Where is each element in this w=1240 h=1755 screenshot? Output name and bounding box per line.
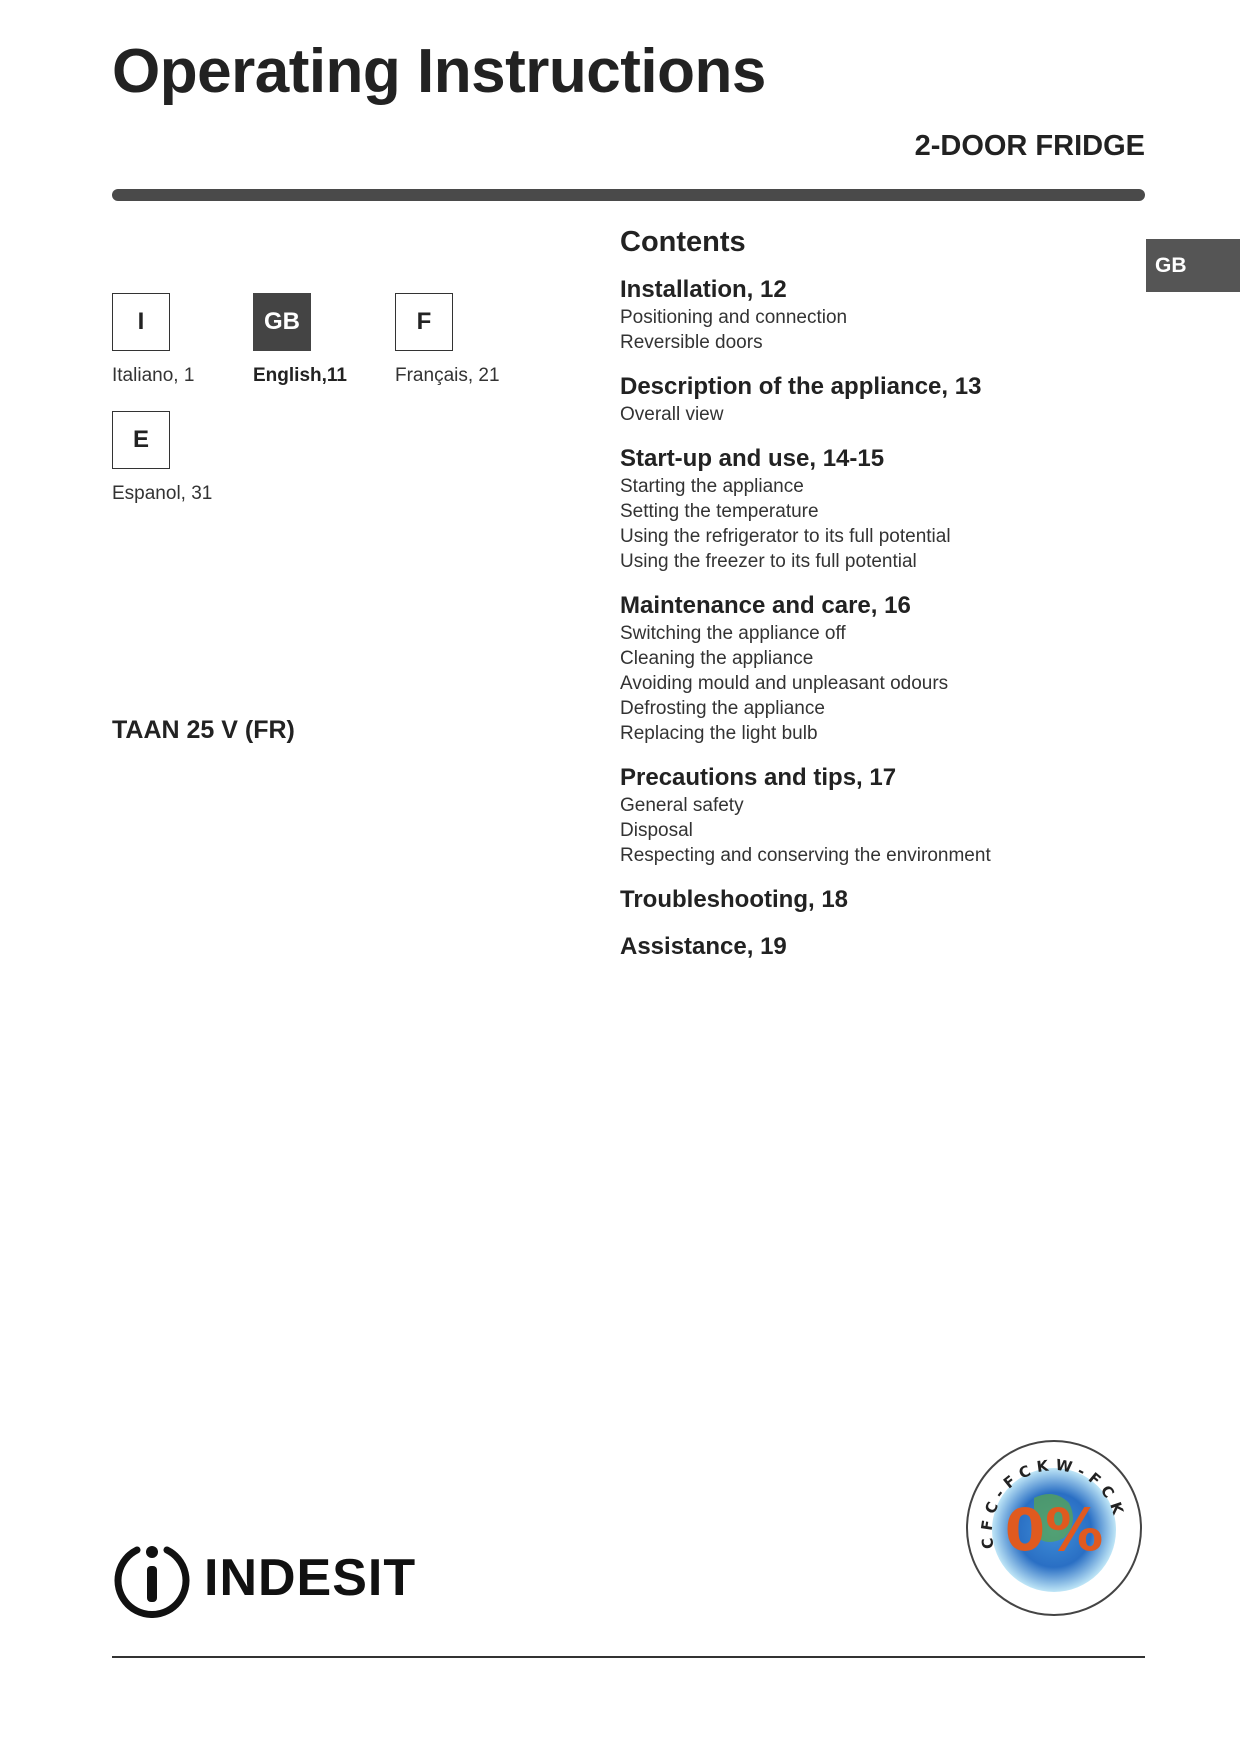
- contents-section: [620, 275, 1140, 355]
- section-item: Reversible doors: [620, 332, 763, 353]
- section-item: Positioning and connection: [620, 307, 848, 328]
- indesit-logo: [112, 1538, 416, 1618]
- badge-ring-text: CFC-FCKW-FCK: [977, 1455, 1129, 1550]
- language-espanol[interactable]: [112, 411, 262, 505]
- section-item: Starting the appliance: [620, 476, 804, 497]
- language-italiano[interactable]: [112, 293, 262, 387]
- language-code-box[interactable]: F: [395, 293, 453, 351]
- section-title: Start-up and use, 14-15: [620, 445, 885, 472]
- cfc-free-badge-icon: [964, 1438, 1144, 1618]
- section-item: Replacing the light bulb: [620, 723, 818, 744]
- section-item: Respecting and conserving the environment: [620, 845, 991, 866]
- section-title: Precautions and tips, 17: [620, 764, 897, 791]
- section-item: General safety: [620, 795, 744, 816]
- language-francais[interactable]: [395, 293, 545, 387]
- contents-section: [620, 885, 1140, 915]
- contents-title: Contents: [620, 226, 746, 258]
- product-type: 2-DOOR FRIDGE: [914, 130, 1145, 162]
- section-item: Defrosting the appliance: [620, 698, 825, 719]
- language-code-box[interactable]: E: [112, 411, 170, 469]
- footer-divider: [112, 1656, 1145, 1658]
- language-code-box[interactable]: GB: [253, 293, 311, 351]
- language-code-box[interactable]: I: [112, 293, 170, 351]
- section-item: Using the refrigerator to its full potential: [620, 526, 951, 547]
- contents-sections: [620, 275, 1140, 962]
- section-title: Assistance, 19: [620, 933, 787, 960]
- badge-center-text: 0%: [1004, 1496, 1104, 1564]
- language-label: English,11: [253, 365, 347, 386]
- language-label: Français, 21: [395, 365, 500, 386]
- language-side-tab: GB: [1146, 239, 1240, 292]
- contents-section: [620, 932, 1140, 962]
- section-item: Setting the temperature: [620, 501, 819, 522]
- section-item: Overall view: [620, 404, 724, 425]
- section-title: Installation, 12: [620, 276, 787, 303]
- model-number: TAAN 25 V (FR): [112, 716, 295, 744]
- contents-section: [620, 763, 1140, 868]
- language-label: Italiano, 1: [112, 365, 195, 386]
- section-item: Cleaning the appliance: [620, 648, 814, 669]
- section-item: Disposal: [620, 820, 693, 841]
- indesit-logo-icon: [112, 1538, 192, 1618]
- language-label: Espanol, 31: [112, 483, 213, 504]
- section-item: Avoiding mould and unpleasant odours: [620, 673, 949, 694]
- header-divider: [112, 189, 1145, 201]
- section-title: Troubleshooting, 18: [620, 886, 849, 913]
- section-item: Using the freezer to its full potential: [620, 551, 917, 572]
- language-english[interactable]: [253, 293, 403, 387]
- brand-name: INDESIT: [204, 1549, 417, 1607]
- contents-section: [620, 591, 1140, 746]
- table-of-contents: [620, 226, 1140, 979]
- section-title: Description of the appliance, 13: [620, 373, 982, 400]
- contents-section: [620, 372, 1140, 427]
- page-title: Operating Instructions: [112, 37, 766, 106]
- section-item: Switching the appliance off: [620, 623, 846, 644]
- contents-section: [620, 444, 1140, 574]
- section-title: Maintenance and care, 16: [620, 592, 911, 619]
